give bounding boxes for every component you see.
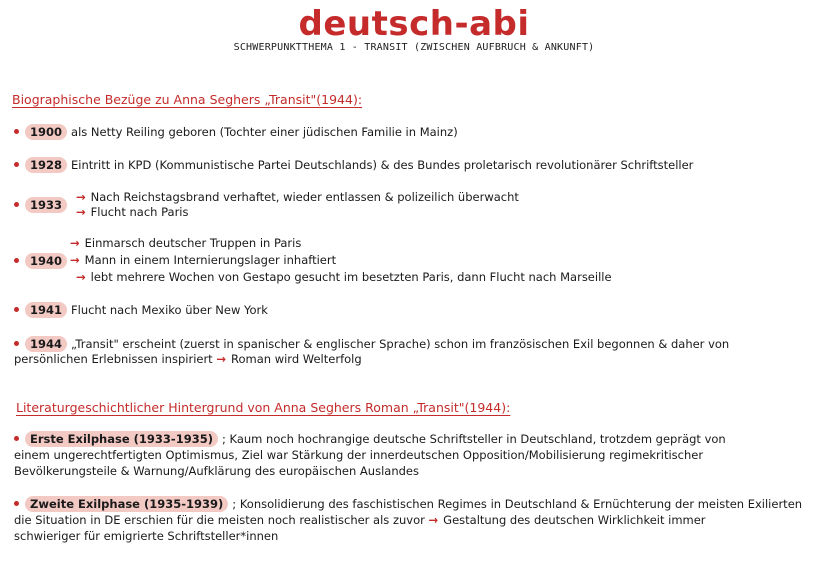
year-tag: 1944 (25, 336, 67, 352)
list-item (14, 496, 802, 512)
list-item (14, 336, 729, 352)
bullet-dot-icon (14, 307, 19, 312)
list-item (14, 197, 71, 213)
year-tag: 1933 (25, 197, 67, 213)
right-arrow-icon: → (76, 205, 86, 219)
list-item-continuation: einem ungerechtfertigten Optimismus, Ziel war Stärkung der innerdeutschen Opposition/Mobilisierung regimekritischer (14, 448, 704, 462)
list-item-continuation: Bevölkerungsteile & Warnung/Aufklärung des europäischen Auslandes (14, 464, 419, 478)
year-tag: 1900 (25, 124, 67, 140)
year-tag: 1928 (25, 157, 67, 173)
bullet-dot-icon (14, 258, 19, 263)
right-arrow-icon: → (70, 236, 80, 250)
list-subline: → Mann in einem Internierungslager inhaftiert (70, 253, 337, 267)
bullet-dot-icon (14, 341, 19, 346)
list-item-continuation: die Situation in DE erschien für die meisten noch realistischer als zuvor → Gestaltung des deutschen Wirklichkeit immer (14, 513, 706, 527)
year-tag: 1940 (25, 253, 67, 269)
right-arrow-icon: → (76, 190, 86, 204)
bullet-dot-icon (14, 501, 19, 506)
list-subline: → Flucht nach Paris (76, 205, 189, 219)
list-subline: → lebt mehrere Wochen von Gestapo gesucht im besetzten Paris, dann Flucht nach Marseille (76, 270, 612, 284)
list-item (14, 253, 71, 269)
section-heading-biography: Biographische Bezüge zu Anna Seghers „Transit"(1944): (12, 92, 363, 107)
bullet-dot-icon (14, 129, 19, 134)
right-arrow-icon: → (76, 270, 86, 284)
item-text: ; Konsolidierung des faschistischen Regimes in Deutschland & Ernüchterung der meisten Exilierten (232, 497, 803, 511)
page-title: deutsch-abi (298, 4, 530, 44)
item-text: Eintritt in KPD (Kommunistische Partei Deutschlands) & des Bundes proletarisch revolutionärer Schriftsteller (71, 158, 694, 172)
right-arrow-icon: → (428, 513, 439, 527)
phase-tag: Erste Exilphase (1933-1935) (25, 431, 218, 447)
list-item (14, 431, 726, 447)
item-text: Flucht nach Mexiko über New York (71, 303, 268, 317)
list-subline: → Nach Reichstagsbrand verhaftet, wieder entlassen & polizeilich überwacht (76, 190, 519, 204)
section-heading-literary-background: Literaturgeschichtlicher Hintergrund von Anna Seghers Roman „Transit"(1944): (16, 400, 511, 415)
list-item-continuation: schwieriger für emigrierte Schriftsteller*innen (14, 529, 279, 543)
list-item-continuation: persönlichen Erlebnissen inspiriert → Roman wird Welterfolg (14, 352, 362, 366)
item-text: ; Kaum noch hochrangige deutsche Schriftsteller in Deutschland, trotzdem geprägt von (221, 432, 726, 446)
list-item (14, 302, 268, 318)
bullet-dot-icon (14, 436, 19, 441)
item-text: als Netty Reiling geboren (Tochter einer jüdischen Familie in Mainz) (71, 125, 458, 139)
list-item (14, 157, 693, 173)
year-tag: 1941 (25, 302, 67, 318)
item-text: „Transit" erscheint (zuerst in spanischer & englischer Sprache) schon im französischen Exil begonnen & daher von (71, 337, 730, 351)
bullet-dot-icon (14, 202, 19, 207)
bullet-dot-icon (14, 162, 19, 167)
page-subtitle: SCHWERPUNKTTHEMA 1 - TRANSIT (ZWISCHEN AUFBRUCH & ANKUNFT) (233, 42, 595, 53)
phase-tag: Zweite Exilphase (1935-1939) (25, 496, 228, 512)
right-arrow-icon: → (216, 352, 226, 366)
right-arrow-icon: → (70, 253, 80, 267)
list-subline: → Einmarsch deutscher Truppen in Paris (70, 236, 302, 250)
list-item (14, 124, 458, 140)
